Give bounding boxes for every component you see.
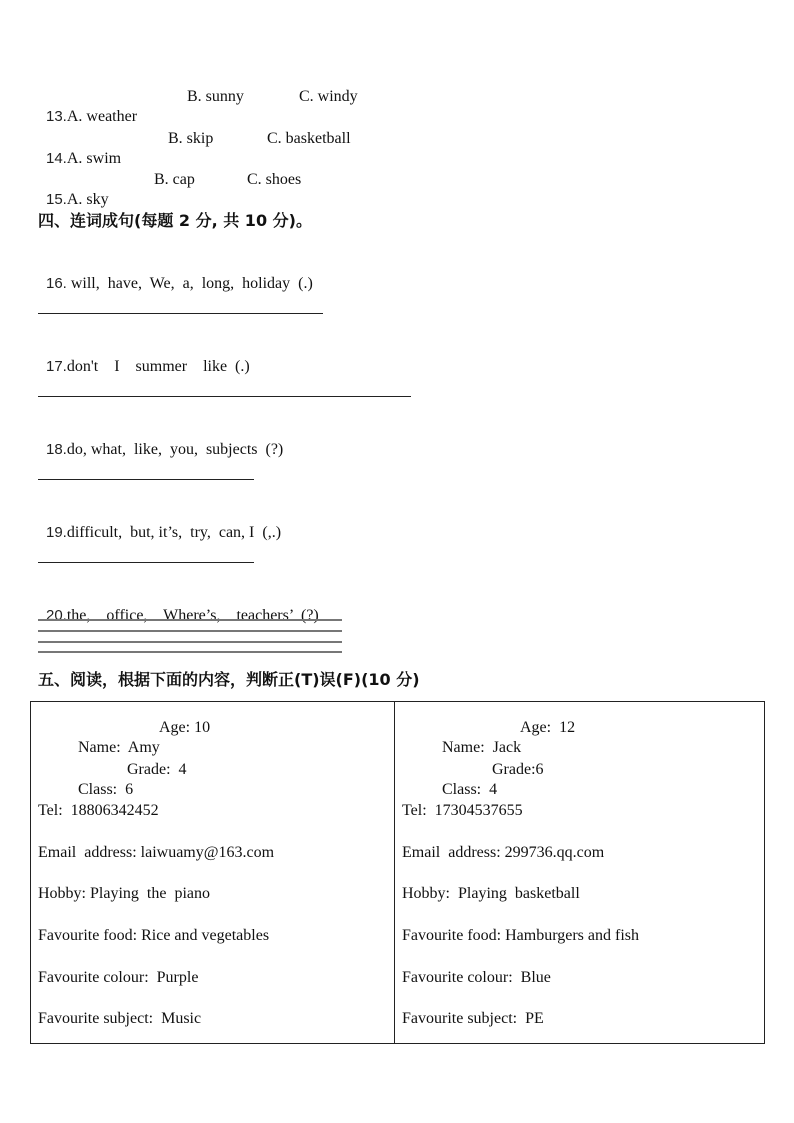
jack-class: Class: 4 bbox=[442, 781, 498, 798]
answer-line-19[interactable] bbox=[38, 562, 254, 563]
jack-grade: Grade:6 bbox=[492, 761, 544, 778]
mc-question-15 bbox=[38, 170, 438, 208]
amy-grade: Grade: 4 bbox=[127, 761, 187, 778]
amy-tel: Tel: 18806342452 bbox=[38, 802, 159, 819]
question-17 bbox=[38, 337, 250, 377]
word-list: the, office, Where’s, teachers’ (?) bbox=[66, 607, 319, 624]
jack-card bbox=[395, 702, 765, 1044]
question-number: 20. bbox=[46, 607, 67, 624]
answer-line-20b[interactable] bbox=[38, 630, 342, 632]
info-table bbox=[30, 701, 765, 1044]
answer-line-18[interactable] bbox=[38, 479, 254, 480]
amy-class-row bbox=[38, 760, 187, 840]
option-b: B. skip bbox=[168, 130, 214, 147]
word-list: do, what, like, you, subjects (?) bbox=[66, 441, 284, 458]
amy-colour: Favourite colour: Purple bbox=[38, 969, 199, 986]
word-list: don't I summer like (.) bbox=[66, 358, 250, 375]
mc-question-14 bbox=[38, 129, 438, 167]
amy-age: Age: 10 bbox=[159, 719, 211, 736]
question-number: 13. bbox=[46, 108, 67, 125]
question-number: 14. bbox=[46, 150, 67, 167]
answer-line-17[interactable] bbox=[38, 396, 411, 397]
question-number: 15. bbox=[46, 191, 67, 208]
jack-tel: Tel: 17304537655 bbox=[402, 802, 523, 819]
amy-name: Name: Amy bbox=[78, 739, 160, 756]
question-number: 18. bbox=[46, 441, 67, 458]
answer-line-20d[interactable] bbox=[38, 651, 342, 653]
answer-line-20c[interactable] bbox=[38, 641, 342, 643]
option-c: C. shoes bbox=[247, 171, 302, 188]
word-list: difficult, but, it’s, try, can, I (,.) bbox=[66, 524, 282, 541]
mc-question-13 bbox=[38, 87, 438, 125]
option-a: A. swim bbox=[66, 150, 122, 167]
option-a: A. sky bbox=[66, 191, 109, 208]
amy-subject: Favourite subject: Music bbox=[38, 1010, 202, 1027]
jack-food: Favourite food: Hamburgers and fish bbox=[402, 927, 639, 944]
question-number: 16. bbox=[46, 275, 67, 292]
jack-subject: Favourite subject: PE bbox=[402, 1010, 544, 1027]
option-b: B. cap bbox=[154, 171, 195, 188]
option-c: C. windy bbox=[299, 88, 358, 105]
amy-food: Favourite food: Rice and vegetables bbox=[38, 927, 270, 944]
option-a: A. weather bbox=[66, 108, 138, 125]
section-4-heading: 四、连词成句(每题 2 分, 共 10 分)。 bbox=[38, 211, 312, 230]
question-18 bbox=[38, 420, 283, 460]
jack-class-row bbox=[402, 760, 544, 840]
jack-age: Age: 12 bbox=[520, 719, 576, 736]
amy-email: Email address: laiwuamy@163.com bbox=[38, 844, 275, 861]
option-b: B. sunny bbox=[187, 88, 244, 105]
option-c: C. basketball bbox=[267, 130, 351, 147]
question-19 bbox=[38, 503, 281, 543]
jack-email: Email address: 299736.qq.com bbox=[402, 844, 605, 861]
question-16 bbox=[38, 254, 313, 294]
answer-line-20a[interactable] bbox=[38, 619, 342, 621]
answer-line-16[interactable] bbox=[38, 313, 323, 314]
jack-hobby: Hobby: Playing basketball bbox=[402, 885, 580, 902]
amy-card bbox=[31, 702, 395, 1044]
question-number: 19. bbox=[46, 524, 67, 541]
jack-name: Name: Jack bbox=[442, 739, 522, 756]
section-5-heading: 五、阅读，根据下面的内容，判断正(T)误(F)(10 分) bbox=[38, 670, 420, 689]
question-number: 17. bbox=[46, 358, 67, 375]
amy-class: Class: 6 bbox=[78, 781, 134, 798]
amy-hobby: Hobby: Playing the piano bbox=[38, 885, 210, 902]
jack-colour: Favourite colour: Blue bbox=[402, 969, 551, 986]
word-list: will, have, We, a, long, holiday (.) bbox=[66, 275, 313, 292]
